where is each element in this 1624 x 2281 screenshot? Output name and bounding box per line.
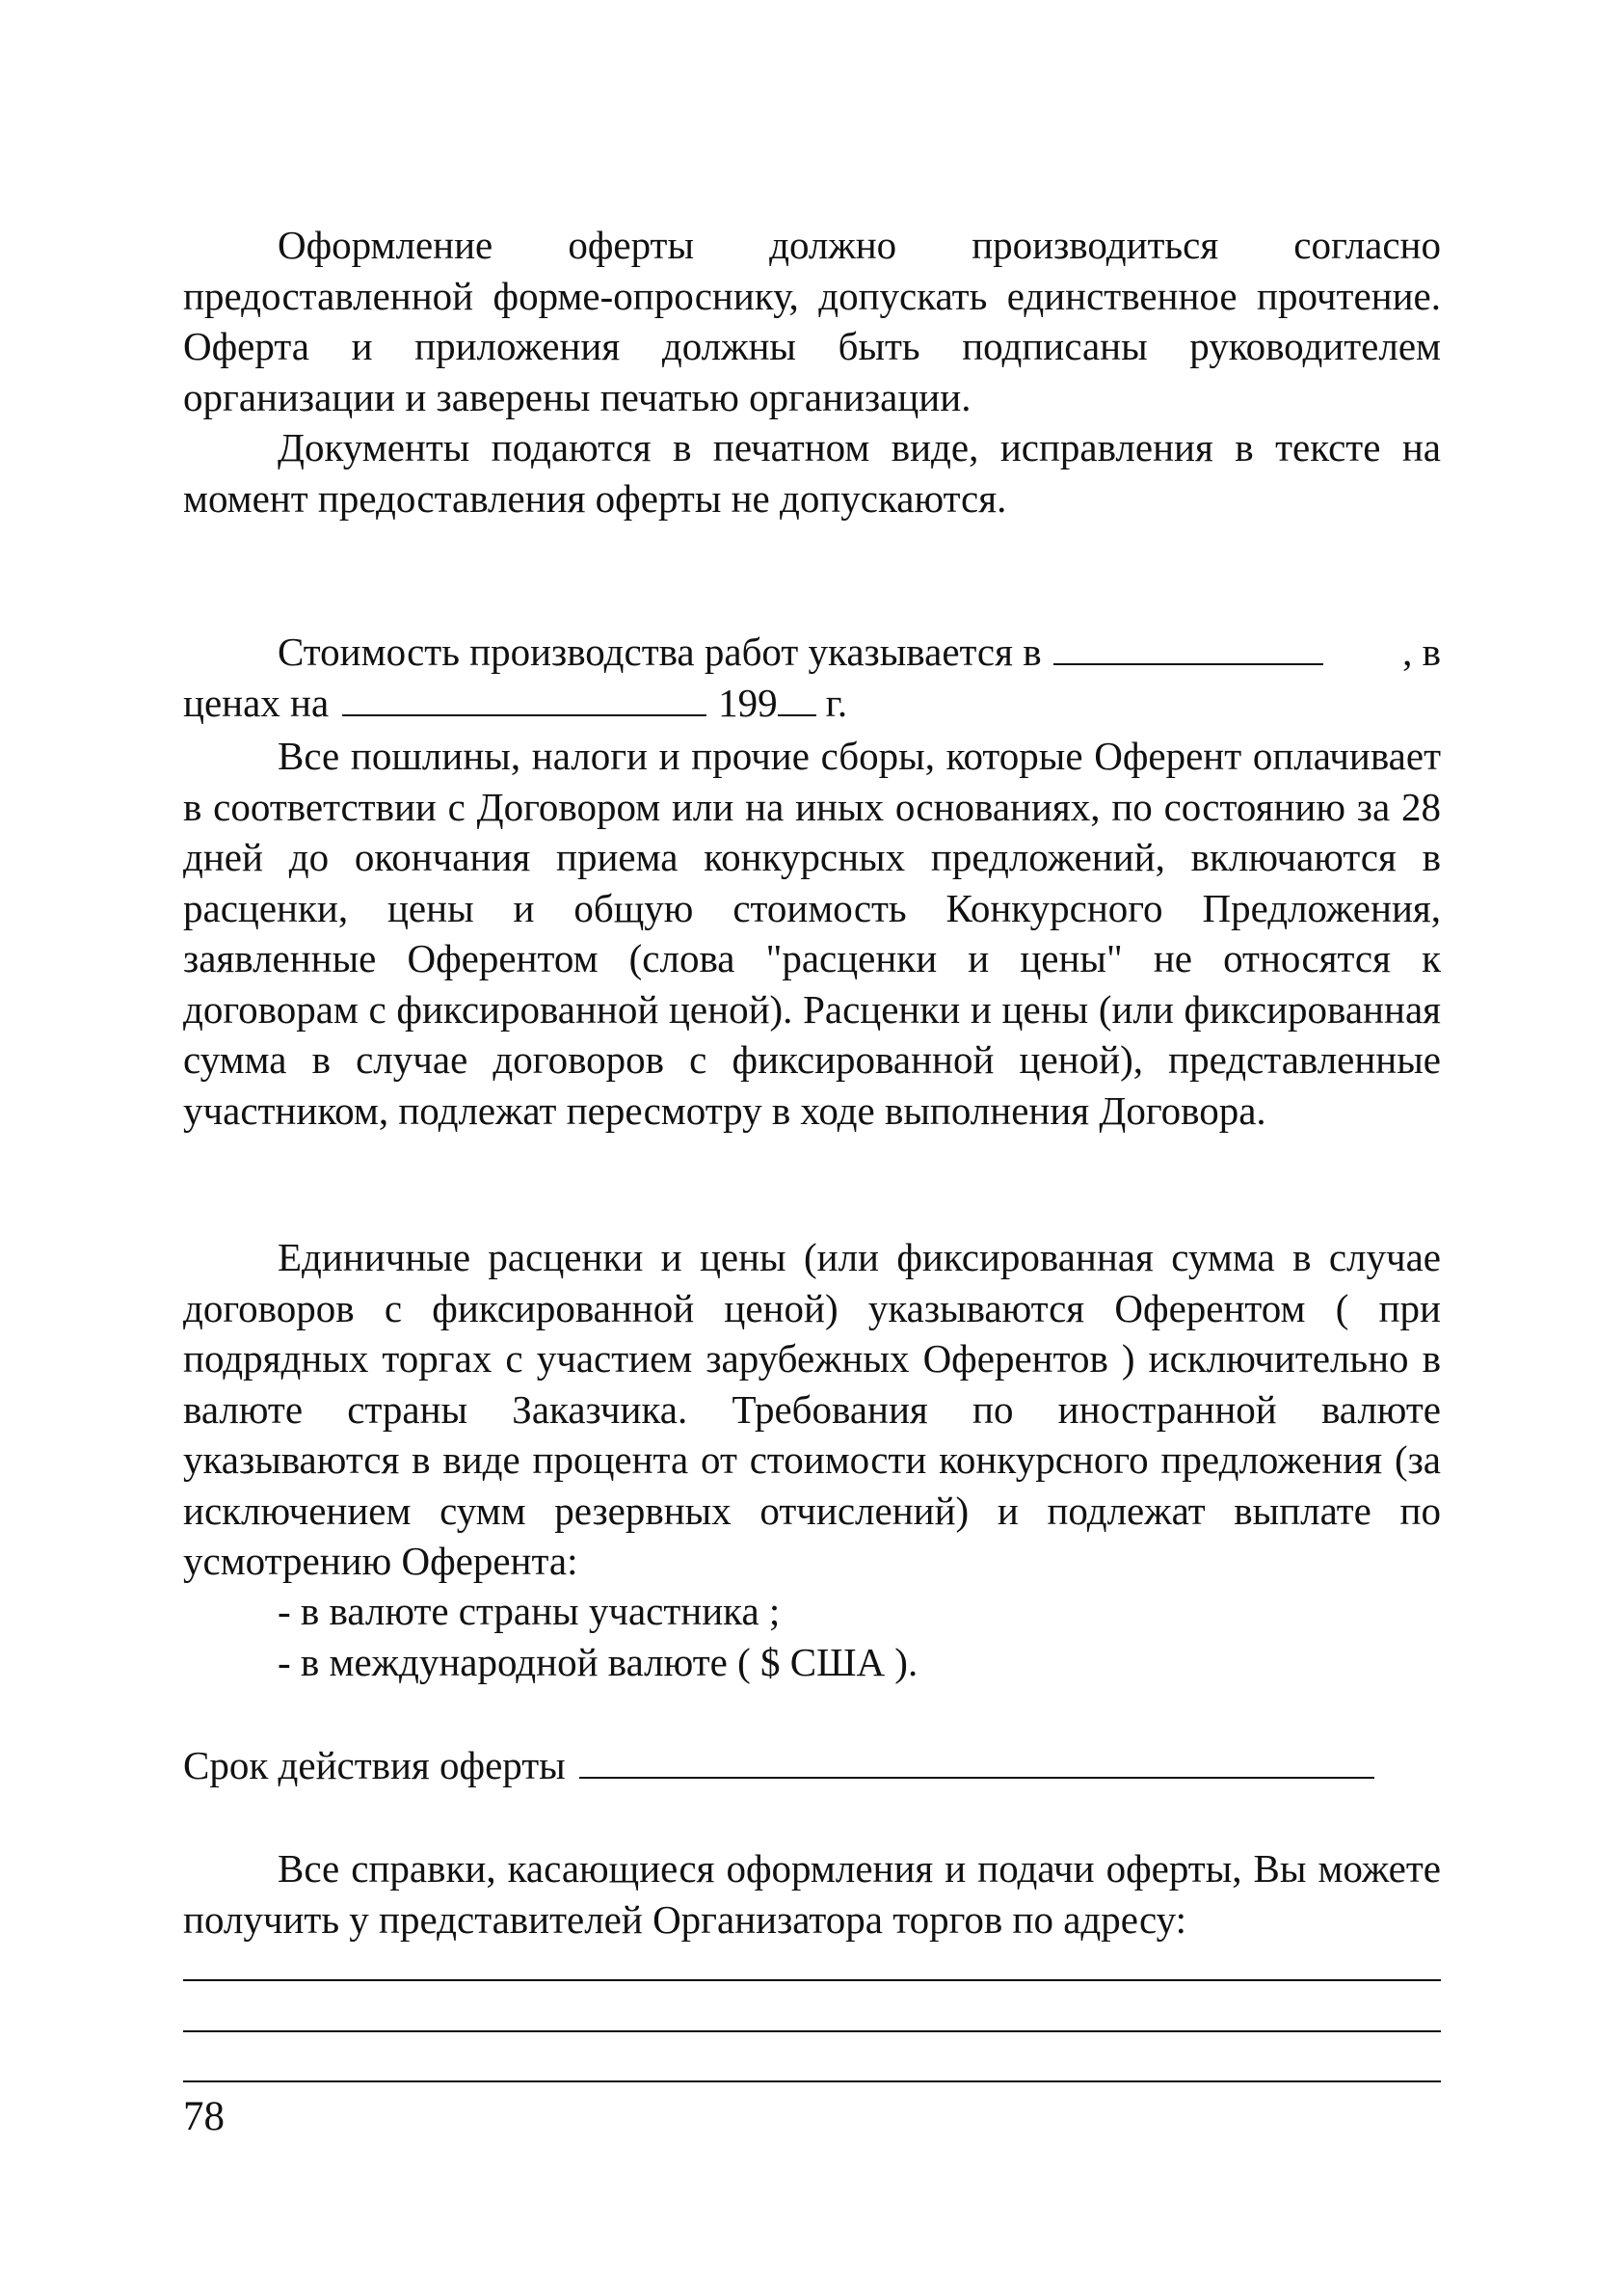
paragraph-inquiries: Все справки, касающиеся оформления и подачи оферты, Вы можете получить у представителей Организатора торгов по адресу: (183, 1846, 1441, 1942)
prices-date-blank (342, 679, 706, 716)
currency-blank (1053, 628, 1323, 665)
paragraph-documents-print: Документы подаются в печатном виде, исправления в тексте на момент предоставления оферты не допускаются. (183, 425, 1441, 521)
cost-currency-line (278, 627, 1441, 678)
cost-currency-label: Стоимость производства работ указывается в (278, 630, 1042, 674)
prices-label: ценах на (183, 681, 330, 725)
paragraph-offer-format: Оформление оферты должно производиться согласно предоставленной форме-опроснику, допускать единственное прочтение. Оферта и приложения должны быть подписаны руководителем организации и заверены печатью организации. (183, 223, 1441, 419)
cost-currency-end: , в (1402, 630, 1441, 674)
paragraph-unit-prices: Единичные расценки и цены (или фиксированная сумма в случае договоров с фиксированной ценой) указываются Оферентом ( при подрядных торгах с участием зарубежных Оферентов ) исключительно в валюте страны Заказчика. Требования по иностранной валюте указываются в виде процента от стоимости конкурсного предложения (за исключением сумм резервных отчислений) и подлежат выплате по усмотрению Оферента: (183, 1235, 1441, 1583)
year-prefix: 199 (718, 681, 778, 725)
paragraph-duties-taxes: Все пошлины, налоги и прочие сборы, которые Оферент оплачивает в соответствии с Договором или на иных основаниях, по состоянию за 28 дней до окончания приема конкурсных предложений, включаются в расценки, цены и общую стоимость Конкурсного Предложения, заявленные Оферентом (слова "расценки и цены" не относятся к договорам с фиксированной ценой). Расценки и цены (или фиксированная сумма в случае договоров с фиксированной ценой), представленные участником, подлежат пересмотру в ходе выполнения Договора. (183, 734, 1441, 1133)
currency-list-item-international: - в международной валюте ( $ США ). (278, 1640, 918, 1684)
address-line-2 (183, 2030, 1441, 2032)
year-suffix: г. (825, 681, 848, 725)
address-line-3 (183, 2080, 1441, 2082)
cost-prices-line (183, 678, 847, 729)
validity-label: Срок действия оферты (183, 1743, 566, 1787)
currency-list-item-local: - в валюте страны участника ; (278, 1589, 781, 1633)
page-number: 78 (183, 2094, 225, 2139)
validity-blank (579, 1741, 1374, 1779)
year-blank (778, 679, 816, 716)
address-line-1 (183, 1979, 1441, 1981)
validity-line (183, 1740, 1374, 1791)
